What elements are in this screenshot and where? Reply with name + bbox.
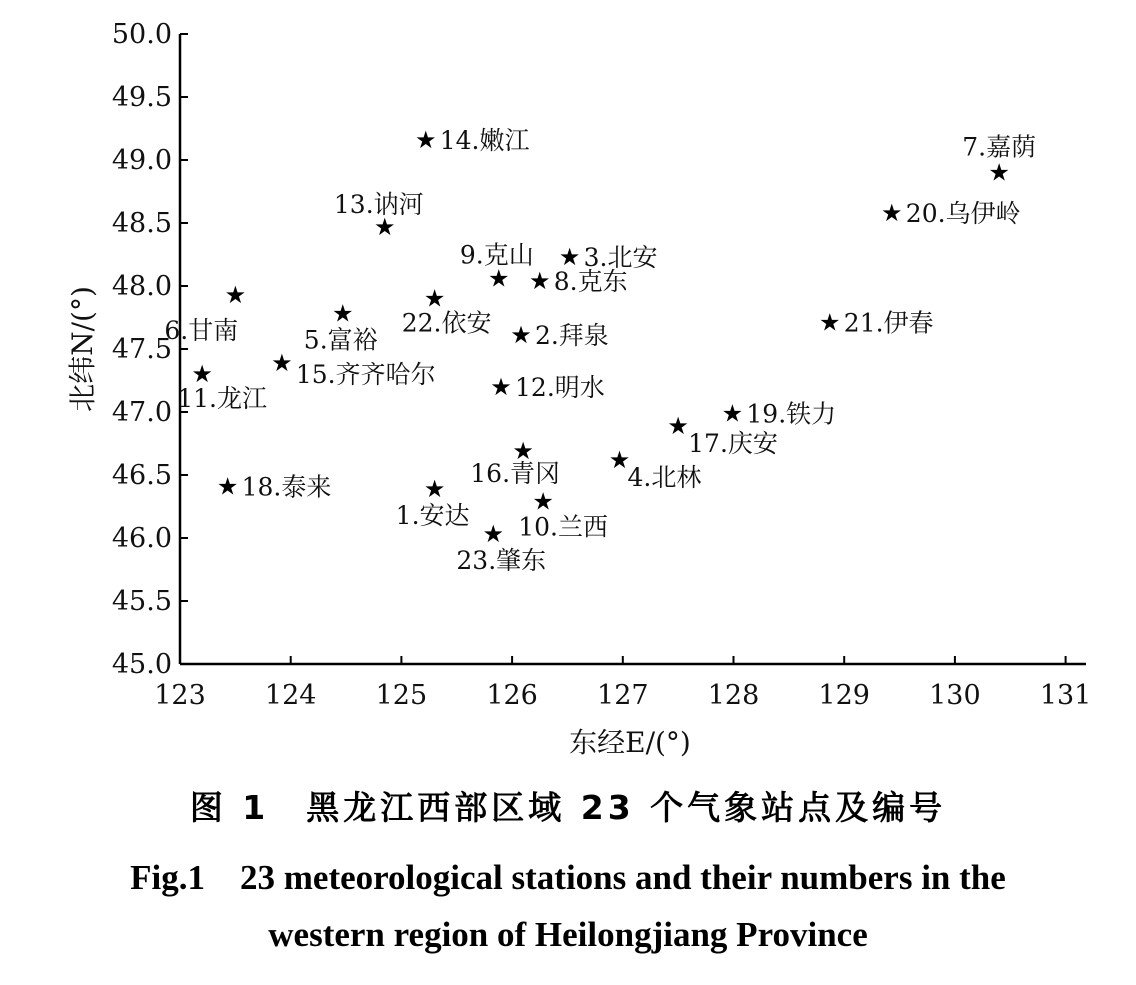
station-label: 15.齐齐哈尔: [295, 359, 436, 389]
station-point: [510, 321, 609, 350]
star-marker: ★: [423, 284, 446, 313]
station-point: [962, 133, 1036, 187]
star-marker: ★: [488, 264, 510, 293]
station-label: 2.拜泉: [534, 321, 609, 351]
station-point: [490, 373, 605, 402]
star-marker: ★: [510, 321, 532, 350]
x-tick-label: 128: [707, 680, 760, 711]
station-label: 7.嘉荫: [962, 132, 1037, 162]
station-label: 3.北安: [583, 243, 658, 273]
station-point: [518, 487, 608, 541]
star-marker: ★: [374, 212, 396, 241]
station-point: [881, 199, 1021, 228]
star-marker: ★: [721, 399, 744, 428]
star-marker: ★: [482, 520, 505, 549]
y-tick-label: 45.0: [111, 649, 172, 680]
x-tick-label: 125: [375, 680, 428, 711]
star-marker: ★: [490, 372, 512, 401]
y-tick-label: 46.5: [111, 460, 172, 491]
figure-caption-english-line1: Fig.1 23 meteorological stations and their numbers in the: [130, 858, 1006, 897]
star-marker: ★: [216, 472, 239, 501]
station-point: [819, 309, 934, 338]
station-label: 13.讷河: [333, 189, 424, 219]
y-tick-label: 48.5: [111, 208, 172, 239]
x-tick-label: 123: [154, 680, 206, 711]
station-point: [271, 349, 436, 389]
star-marker: ★: [512, 437, 534, 466]
star-marker: ★: [423, 474, 446, 503]
star-marker: ★: [224, 280, 247, 309]
station-label: 16.青冈: [470, 459, 561, 489]
data-points: [164, 126, 1036, 575]
station-point: [402, 285, 492, 338]
figure-caption-english-line2: western region of Heilongjiang Province: [268, 915, 868, 954]
y-tick-label: 47.0: [111, 397, 172, 428]
y-tick-label: 46.0: [111, 523, 172, 554]
star-marker: ★: [988, 158, 1010, 187]
station-label: 1.安达: [395, 500, 470, 530]
station-point: [470, 437, 560, 488]
station-point: [177, 360, 267, 413]
star-marker: ★: [881, 198, 903, 227]
station-label: 9.克山: [459, 240, 534, 270]
station-label: 14.嫩江: [439, 125, 530, 155]
station-point: [217, 472, 332, 501]
station-label: 18.泰来: [241, 472, 332, 502]
station-label: 4.北林: [627, 462, 702, 492]
x-tick-label: 130: [929, 680, 981, 711]
station-label: 6.甘南: [164, 315, 239, 345]
station-label: 5.富裕: [303, 325, 378, 355]
star-marker: ★: [529, 266, 551, 295]
star-marker: ★: [271, 348, 293, 377]
station-point: [396, 475, 470, 530]
y-tick-label: 50.0: [111, 19, 172, 50]
station-label: 19.铁力: [746, 399, 837, 429]
station-label: 23.肇东: [456, 546, 547, 576]
star-marker: ★: [819, 308, 841, 337]
star-marker: ★: [191, 360, 213, 389]
station-label: 11.龙江: [177, 384, 268, 414]
station-point: [460, 240, 534, 292]
y-tick-label: 49.5: [111, 82, 172, 113]
station-label: 8.克东: [553, 266, 628, 296]
station-point: [334, 190, 424, 241]
station-point: [164, 281, 246, 345]
y-tick-label: 45.5: [111, 586, 172, 617]
star-marker: ★: [532, 487, 554, 516]
star-marker: ★: [667, 411, 689, 440]
y-tick-label: 47.5: [111, 334, 172, 365]
station-point: [304, 300, 378, 355]
station-label: 12.明水: [515, 372, 605, 402]
y-axis-title: 北纬N/(°): [66, 286, 99, 412]
x-tick-label: 129: [818, 680, 870, 711]
x-tick-label: 127: [597, 680, 649, 711]
x-tick-label: 124: [264, 680, 317, 711]
star-marker: ★: [558, 243, 581, 272]
station-point: [415, 126, 530, 155]
y-tick-label: 48.0: [111, 271, 172, 302]
star-marker: ★: [608, 445, 631, 474]
x-tick-label: 126: [486, 680, 538, 711]
star-marker: ★: [414, 125, 437, 154]
station-label: 22.依安: [401, 308, 492, 338]
station-label: 20.乌伊岭: [905, 198, 1021, 228]
star-marker: ★: [331, 299, 354, 328]
station-point: [722, 399, 837, 428]
station-point: [529, 267, 628, 296]
y-tick-label: 49.0: [111, 145, 172, 176]
figure-caption-chinese: 图 1 黑龙江西部区域 23 个气象站点及编号: [189, 788, 947, 827]
station-label: 10.兰西: [518, 512, 608, 542]
ticks: [112, 19, 1091, 711]
x-axis-title: 东经E/(°): [569, 726, 691, 759]
station-label: 17.庆安: [688, 428, 778, 458]
x-tick-label: 131: [1039, 680, 1092, 711]
station-label: 21.伊春: [843, 308, 934, 338]
